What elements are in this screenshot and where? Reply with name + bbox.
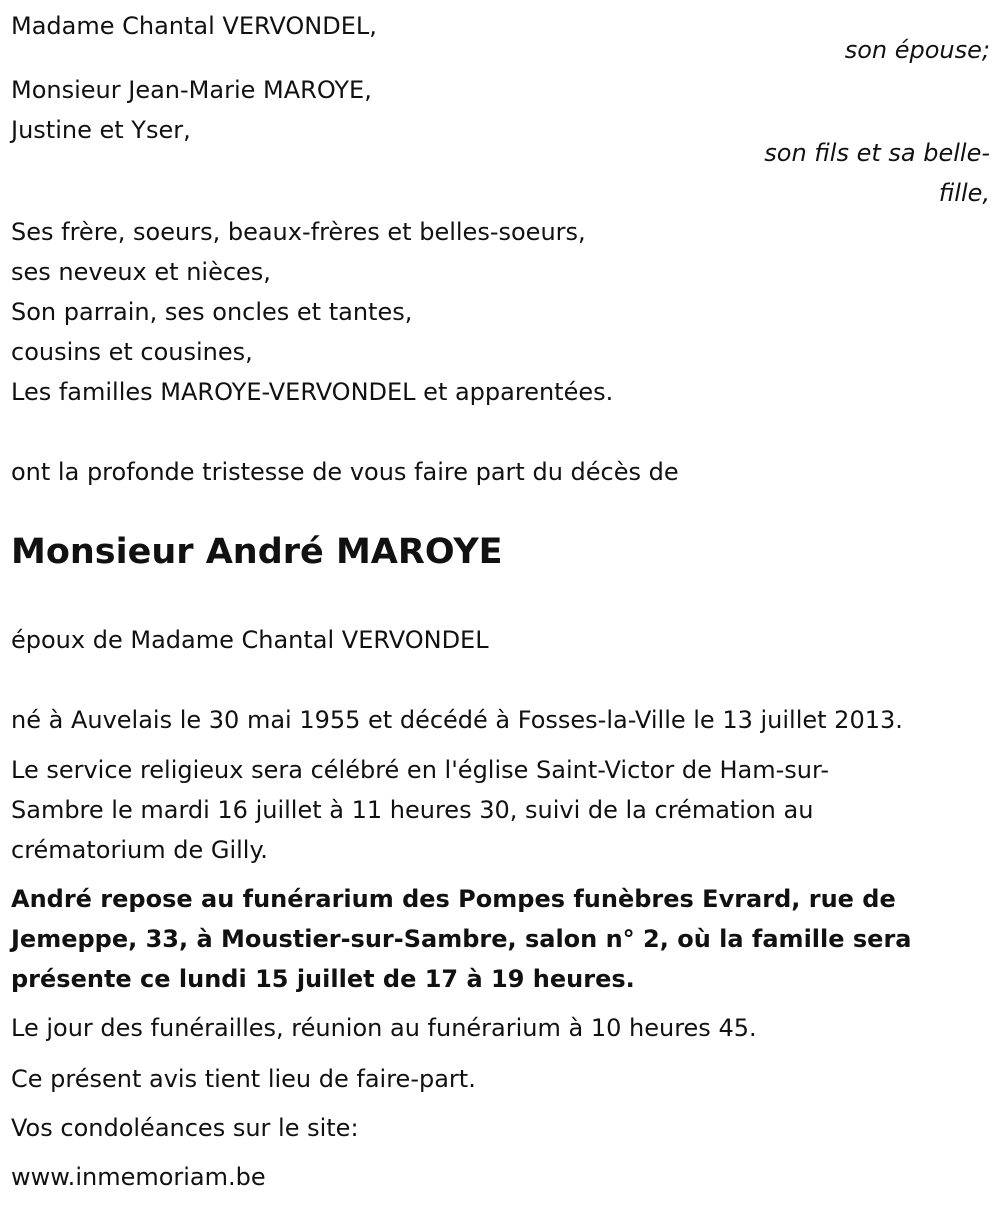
service-line-3: crématorium de Gilly.	[11, 836, 268, 864]
notice-text: Ce présent avis tient lieu de faire-part.	[11, 1065, 476, 1093]
announcement-text: ont la profonde tristesse de vous faire part du décès de	[11, 458, 679, 486]
spouse-name: Madame Chantal VERVONDEL,	[11, 12, 377, 40]
son-role-line-1: son fils et sa belle-	[764, 139, 990, 167]
service-line-1: Le service religieux sera célébré en l'église Saint-Victor de Ham-sur-	[11, 756, 829, 784]
relatives-line-1: Ses frère, soeurs, beaux-frères et belles-soeurs,	[11, 218, 586, 246]
son-role-line-2: fille,	[938, 179, 990, 207]
relatives-line-2: ses neveux et nièces,	[11, 258, 271, 286]
spouse-of: époux de Madame Chantal VERVONDEL	[11, 626, 489, 654]
funeral-day-info: Le jour des funérailles, réunion au funérarium à 10 heures 45.	[11, 1014, 757, 1042]
relatives-line-4: cousins et cousines,	[11, 338, 253, 366]
birth-death-info: né à Auvelais le 30 mai 1955 et décédé à Fosses-la-Ville le 13 juillet 2013.	[11, 706, 903, 734]
condolences-label: Vos condoléances sur le site:	[11, 1114, 359, 1142]
spouse-role: son épouse;	[844, 36, 990, 64]
relatives-line-5: Les familles MAROYE-VERVONDEL et apparentées.	[11, 378, 614, 406]
relatives-line-3: Son parrain, ses oncles et tantes,	[11, 298, 413, 326]
deceased-name: Monsieur André MAROYE	[11, 532, 503, 572]
service-line-2: Sambre le mardi 16 juillet à 11 heures 30, suivi de la crémation au	[11, 796, 814, 824]
grandchildren-names: Justine et Yser,	[11, 116, 191, 144]
son-name: Monsieur Jean-Marie MAROYE,	[11, 76, 372, 104]
viewing-line-2: Jemeppe, 33, à Moustier-sur-Sambre, salon n° 2, où la famille sera	[11, 925, 912, 953]
viewing-line-1: André repose au funérarium des Pompes funèbres Evrard, rue de	[11, 885, 896, 913]
viewing-line-3: présente ce lundi 15 juillet de 17 à 19 heures.	[11, 965, 635, 993]
website-link[interactable]: www.inmemoriam.be	[11, 1163, 266, 1191]
